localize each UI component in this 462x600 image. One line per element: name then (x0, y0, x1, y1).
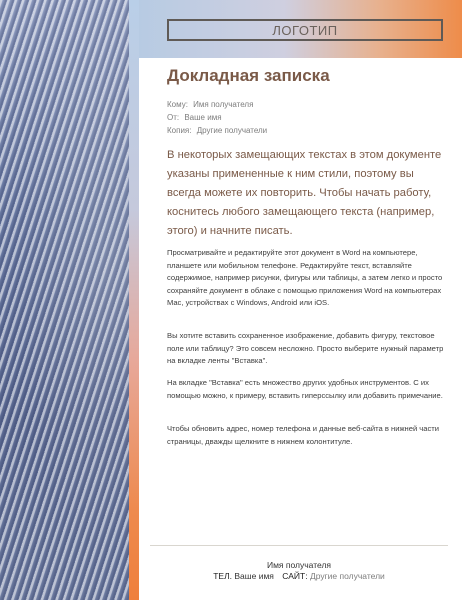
accent-stripe (129, 0, 139, 600)
footer-site-value: Другие получатели (309, 571, 385, 581)
footer-phone-value: Ваше имя (234, 571, 274, 581)
body-paragraph-2[interactable]: Вы хотите вставить сохраненное изображение, добавить фигуру, текстовое поле или таблицу? Это совсем несложно. Просто выберите нужный параметр на вкладке ленты "Вставка". (167, 331, 444, 365)
meta-to-value: Имя получателя (193, 100, 254, 109)
logo-text: ЛОГОТИП (272, 22, 338, 38)
body-paragraph-3[interactable]: На вкладке "Вставка" есть множество других удобных инструментов. С их помощью можно, к примеру, вставить гиперссылку или добавить примечание. (167, 378, 443, 400)
footer-recipient-name[interactable]: Имя получателя (266, 560, 332, 570)
logo-placeholder[interactable] (167, 19, 443, 41)
footer-phone-label: ТЕЛ. (213, 571, 233, 581)
lead-paragraph[interactable]: В некоторых замещающих текстах в этом документе указаны примененные к ним стили, поэтому вы всегда можете их повторить. Чтобы начать работу, коснитесь любого замещающего текста (например, этого) и начните писать. (167, 149, 442, 237)
meta-cc[interactable] (167, 126, 267, 135)
body-paragraph-4[interactable]: Чтобы обновить адрес, номер телефона и данные веб-сайта в нижней части страницы, дважды щелкните в нижнем колонтитуле. (167, 424, 439, 446)
meta-from-value: Ваше имя (184, 113, 222, 122)
meta-from-label: От: (167, 113, 180, 122)
meta-to[interactable] (167, 100, 253, 109)
footer-divider (150, 545, 448, 546)
body-paragraph-1[interactable]: Просматривайте и редактируйте этот документ в Word на компьютере, планшете или мобильном телефоне. Редактируйте текст, вставляйте содержимое, например рисунки, фигуры или таблицы, а затем легко и просто сохраняйте документ в облаке с помощью приложения Word на компьютерах Mac, устройствах с Windows, Android или iOS. (167, 248, 443, 307)
footer-site-label: САЙТ: (282, 571, 308, 581)
side-photo (0, 0, 129, 600)
meta-cc-label: Копия: (167, 126, 192, 135)
footer-contact-line[interactable] (150, 571, 448, 581)
meta-to-label: Кому: (167, 100, 188, 109)
meta-cc-value: Другие получатели (196, 126, 268, 135)
meta-from[interactable] (167, 113, 222, 122)
document-title[interactable]: Докладная записка (167, 66, 330, 85)
